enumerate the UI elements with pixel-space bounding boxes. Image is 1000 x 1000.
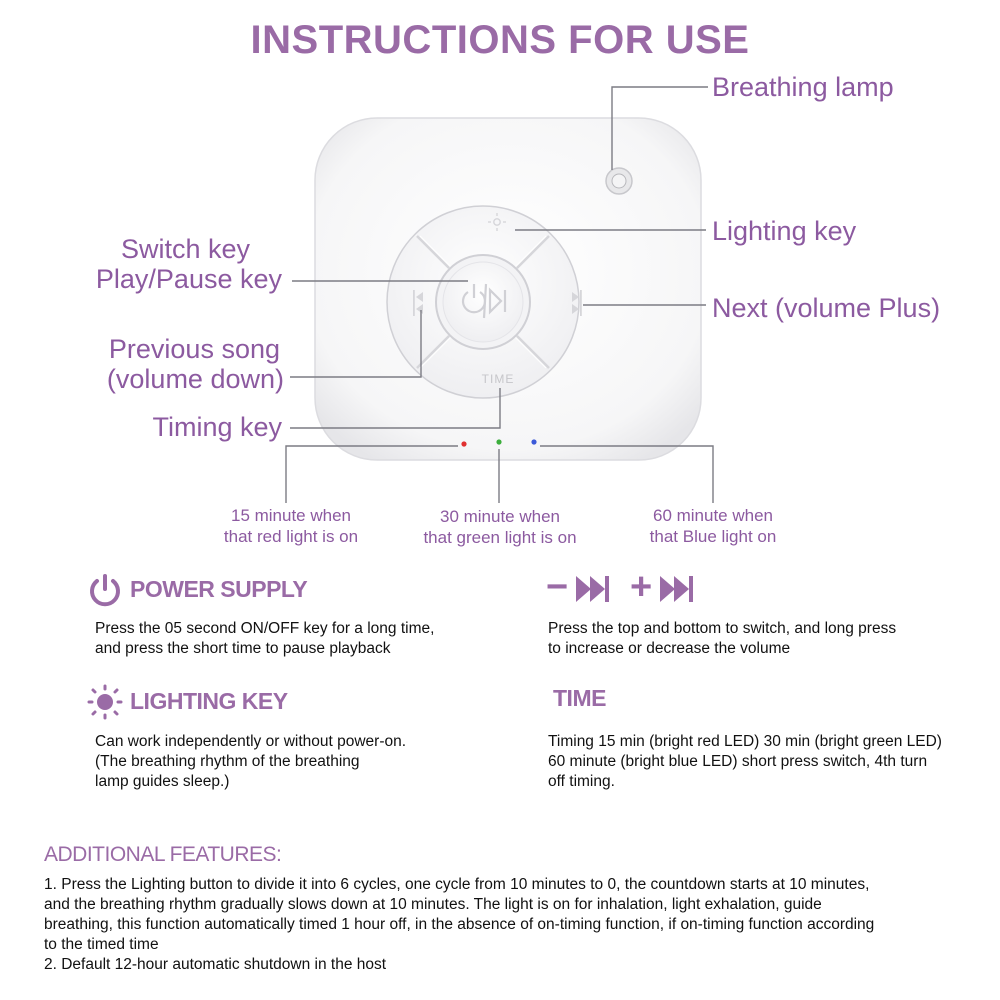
callout-breathing-lamp: Breathing lamp bbox=[712, 72, 894, 102]
callout-next: Next (volume Plus) bbox=[712, 293, 941, 323]
timer-note-blue: 60 minute when that Blue light on bbox=[649, 506, 777, 546]
lighting-key-text: Can work independently or without power-on. (The breathing rhythm of the breathing lamp guides sleep.) bbox=[95, 733, 407, 790]
skip-forward-icon bbox=[660, 574, 694, 604]
power-icon bbox=[88, 573, 122, 607]
additional-features-text: 1. Press the Lighting button to divide it into 6 cycles, one cycle from 10 minutes to 0, the countdown starts at 10 minutes, and the breathing rhythm gradually slows down at 10 minutes. The light is on for inhalation, light exhalation, guide breathing, this function automatically timed 1 hour off, in the absence of on-timing function, if on-timing function according to the timed time 2. Default 12-hour automatic shutdown in the host bbox=[44, 876, 875, 973]
blue-led bbox=[531, 439, 536, 444]
volume-text: Press the top and bottom to switch, and long press to increase or decrease the volume bbox=[548, 620, 897, 657]
time-heading: TIME bbox=[553, 685, 606, 711]
plus-icon: + bbox=[630, 566, 653, 608]
page-title: INSTRUCTIONS FOR USE bbox=[250, 18, 750, 62]
callout-play-pause-key: Play/Pause key bbox=[95, 264, 282, 294]
callout-switch-key: Switch key bbox=[120, 234, 250, 264]
timer-note-red: 15 minute when that red light is on bbox=[223, 506, 359, 546]
power-supply-heading: POWER SUPPLY bbox=[130, 576, 308, 602]
red-led bbox=[461, 441, 466, 446]
time-text: Timing 15 min (bright red LED) 30 min (bright green LED) 60 minute (bright blue LED) short press switch, 4th turn off timing. bbox=[548, 733, 942, 790]
sun-icon bbox=[86, 684, 124, 720]
timer-note-green: 30 minute when that green light is on bbox=[423, 507, 577, 547]
lighting-key-heading: LIGHTING KEY bbox=[130, 688, 288, 714]
callout-previous-song: Previous song bbox=[108, 334, 280, 364]
power-supply-text: Press the 05 second ON/OFF key for a long time, and press the short time to pause playback bbox=[95, 620, 435, 657]
callout-lighting-key: Lighting key bbox=[712, 216, 857, 246]
volume-symbols bbox=[546, 566, 716, 608]
callout-volume-down: (volume down) bbox=[106, 364, 284, 394]
additional-features-heading: ADDITIONAL FEATURES: bbox=[44, 843, 282, 866]
minus-icon: − bbox=[546, 566, 569, 608]
breathing-lamp-icon bbox=[606, 168, 632, 194]
skip-forward-icon bbox=[576, 574, 610, 604]
callout-timing-key: Timing key bbox=[152, 412, 282, 442]
time-key-label: TIME bbox=[481, 372, 515, 386]
green-led bbox=[496, 439, 501, 444]
